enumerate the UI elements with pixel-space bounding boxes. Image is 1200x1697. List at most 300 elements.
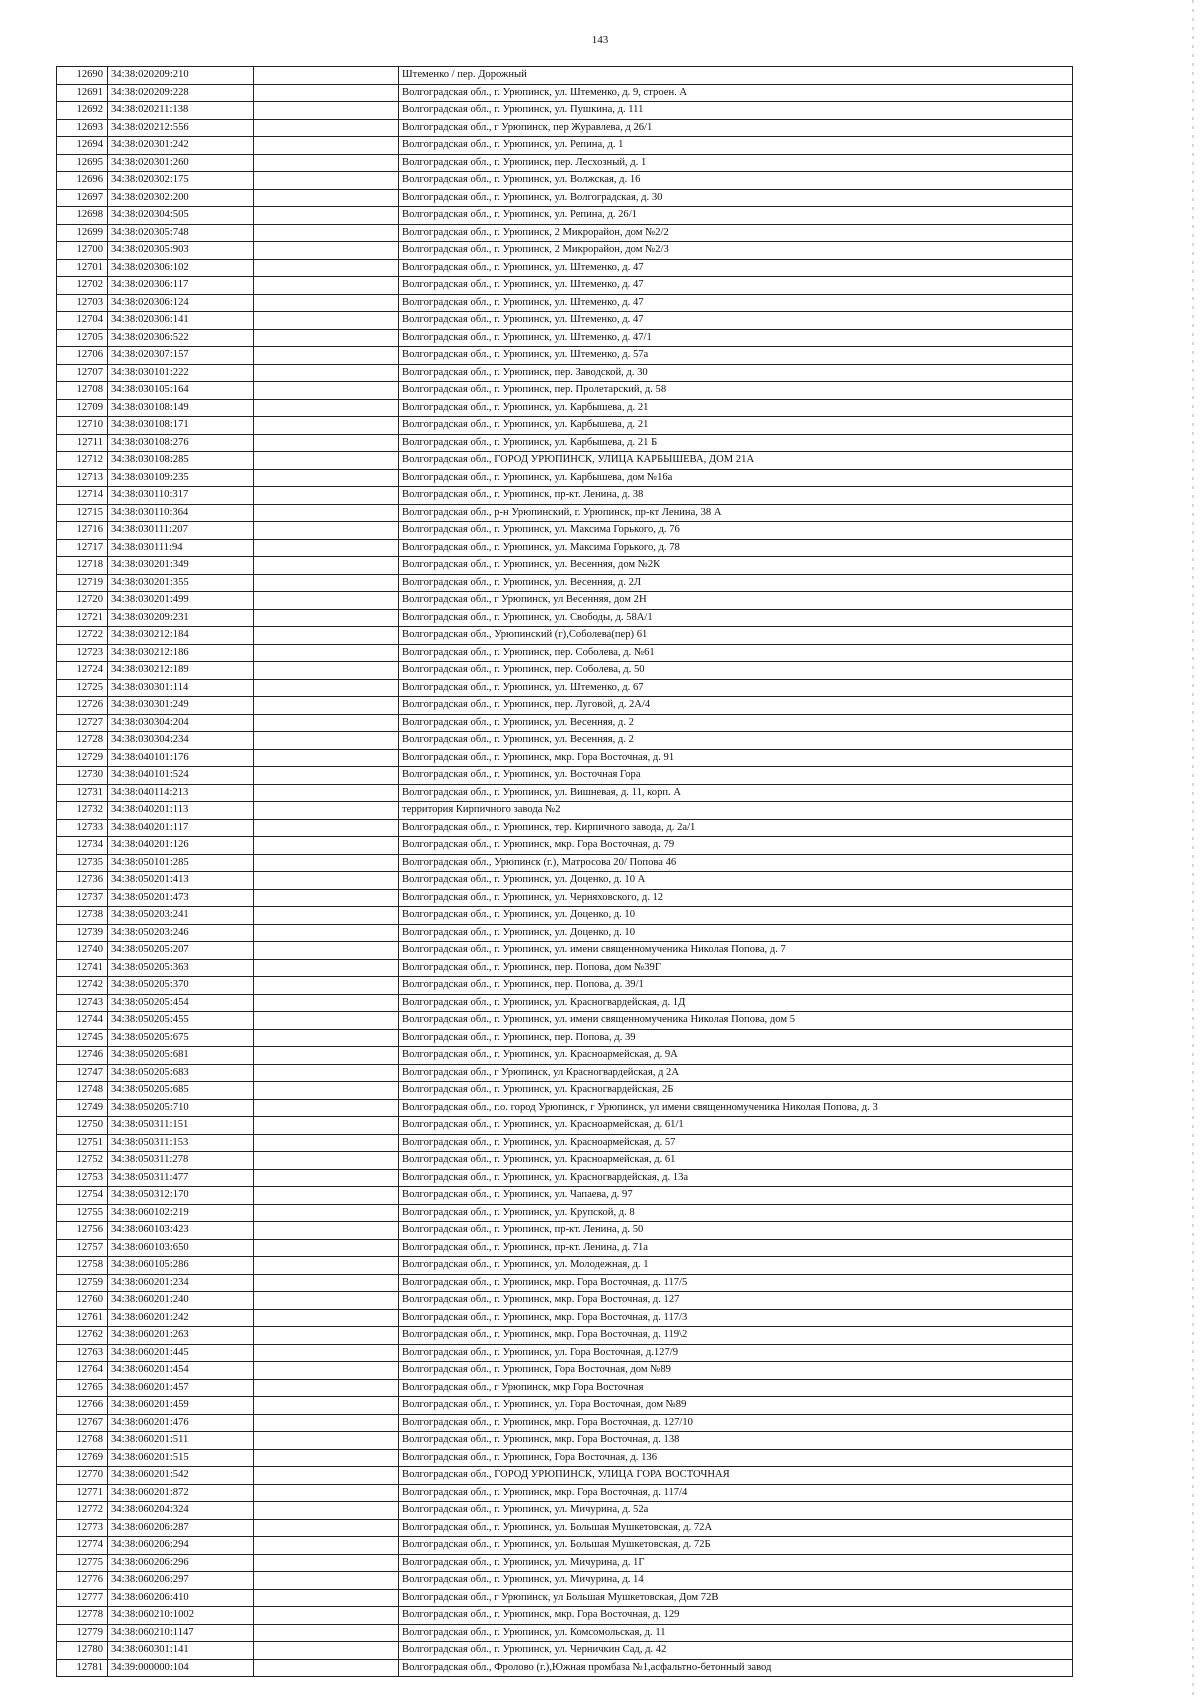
cadastral-number-cell: 34:38:060102:219 (108, 1204, 254, 1222)
table-row (57, 714, 1073, 732)
row-number-cell: 12716 (57, 522, 108, 540)
address-cell: Волгоградская обл., Урюпинск (г.), Матросова 20/ Попова 46 (399, 854, 1073, 872)
row-number-cell: 12761 (57, 1309, 108, 1327)
empty-cell (254, 469, 399, 487)
cadastral-number-cell: 34:38:060201:445 (108, 1344, 254, 1362)
table-row (57, 1537, 1073, 1555)
empty-cell (254, 889, 399, 907)
row-number-cell: 12735 (57, 854, 108, 872)
row-number-cell: 12773 (57, 1519, 108, 1537)
page-number: 143 (591, 34, 609, 46)
address-cell: Волгоградская обл., г. Урюпинск, ул. Доценко, д. 10 А (399, 872, 1073, 890)
empty-cell (254, 1484, 399, 1502)
row-number-cell: 12732 (57, 802, 108, 820)
cadastral-number-cell: 34:38:030304:204 (108, 714, 254, 732)
cadastral-number-cell: 34:38:030201:355 (108, 574, 254, 592)
empty-cell (254, 679, 399, 697)
address-cell: Волгоградская обл., г. Урюпинск, тер. Кирпичного завода, д. 2а/1 (399, 819, 1073, 837)
empty-cell (254, 1047, 399, 1065)
address-cell: Волгоградская обл., г. Урюпинск, ул. Комсомольская, д. 11 (399, 1624, 1073, 1642)
row-number-cell: 12725 (57, 679, 108, 697)
table-row (57, 1239, 1073, 1257)
cadastral-number-cell: 34:38:050205:675 (108, 1029, 254, 1047)
cadastral-number-cell: 34:38:060210:1002 (108, 1607, 254, 1625)
table-row (57, 67, 1073, 85)
table-row (57, 627, 1073, 645)
empty-cell (254, 1117, 399, 1135)
address-cell: Волгоградская обл., г. Урюпинск, ул. Весенняя, дом №2К (399, 557, 1073, 575)
empty-cell (254, 1064, 399, 1082)
table-row (57, 1502, 1073, 1520)
empty-cell (254, 1292, 399, 1310)
row-number-cell: 12751 (57, 1134, 108, 1152)
row-number-cell: 12779 (57, 1624, 108, 1642)
row-number-cell: 12736 (57, 872, 108, 890)
table-row (57, 784, 1073, 802)
empty-cell (254, 539, 399, 557)
cadastral-number-cell: 34:38:020306:102 (108, 259, 254, 277)
address-cell: Волгоградская обл., г. Урюпинск, ул. Волгоградская, д. 30 (399, 189, 1073, 207)
address-cell: Волгоградская обл., г. Урюпинск, пер. Попова, д. 39 (399, 1029, 1073, 1047)
table-row (57, 907, 1073, 925)
address-cell: Волгоградская обл., г. Урюпинск, ул. Доценко, д. 10 (399, 907, 1073, 925)
address-cell: Волгоградская обл., Урюпинский (г),Соболева(пер) 61 (399, 627, 1073, 645)
empty-cell (254, 1082, 399, 1100)
empty-cell (254, 644, 399, 662)
cadastral-number-cell: 34:38:050205:454 (108, 994, 254, 1012)
address-cell: Волгоградская обл., г. Урюпинск, ул. Большая Мушкетовская, д. 72А (399, 1519, 1073, 1537)
row-number-cell: 12742 (57, 977, 108, 995)
table-row (57, 259, 1073, 277)
address-cell: Волгоградская обл., г. Урюпинск, ул. Мичурина, д. 52а (399, 1502, 1073, 1520)
row-number-cell: 12738 (57, 907, 108, 925)
cadastral-number-cell: 34:38:020306:117 (108, 277, 254, 295)
address-cell: Волгоградская обл., г Урюпинск, пер Журавлева, д 26/1 (399, 119, 1073, 137)
row-number-cell: 12711 (57, 434, 108, 452)
empty-cell (254, 1449, 399, 1467)
table-row (57, 347, 1073, 365)
table-row (57, 189, 1073, 207)
empty-cell (254, 977, 399, 995)
cadastral-number-cell: 34:38:060103:650 (108, 1239, 254, 1257)
cadastral-number-cell: 34:38:030101:222 (108, 364, 254, 382)
table-row (57, 242, 1073, 260)
table-row (57, 924, 1073, 942)
cadastral-number-cell: 34:38:050311:278 (108, 1152, 254, 1170)
empty-cell (254, 329, 399, 347)
empty-cell (254, 417, 399, 435)
row-number-cell: 12758 (57, 1257, 108, 1275)
address-cell: Волгоградская обл., г. Урюпинск, ул. Вишневая, д. 11, корп. А (399, 784, 1073, 802)
table-row (57, 1029, 1073, 1047)
address-cell: Волгоградская обл., г. Урюпинск, ул. Весенняя, д. 2 (399, 714, 1073, 732)
empty-cell (254, 1239, 399, 1257)
address-cell: Волгоградская обл., г. Урюпинск, мкр. Гора Восточная, д. 117/5 (399, 1274, 1073, 1292)
address-cell: Волгоградская обл., г. Урюпинск, пр-кт. Ленина, д. 71а (399, 1239, 1073, 1257)
table-row (57, 539, 1073, 557)
empty-cell (254, 224, 399, 242)
empty-cell (254, 557, 399, 575)
cadastral-number-cell: 34:38:060301:141 (108, 1642, 254, 1660)
address-cell: Волгоградская обл., г. Урюпинск, ул. Восточная Гора (399, 767, 1073, 785)
cadastral-number-cell: 34:38:020307:157 (108, 347, 254, 365)
empty-cell (254, 1432, 399, 1450)
table-row (57, 1309, 1073, 1327)
address-cell: Волгоградская обл., г. Урюпинск, мкр. Гора Восточная, д. 117/3 (399, 1309, 1073, 1327)
table-row (57, 1379, 1073, 1397)
empty-cell (254, 1379, 399, 1397)
address-cell: Волгоградская обл., г. Урюпинск, ул. Красноармейская, д. 9А (399, 1047, 1073, 1065)
cadastral-number-cell: 34:38:060206:297 (108, 1572, 254, 1590)
cadastral-number-cell: 34:38:030108:171 (108, 417, 254, 435)
cadastral-number-cell: 34:38:020306:522 (108, 329, 254, 347)
row-number-cell: 12775 (57, 1554, 108, 1572)
table-row (57, 1449, 1073, 1467)
cadastral-number-cell: 34:38:020305:903 (108, 242, 254, 260)
table-row (57, 277, 1073, 295)
address-cell: Волгоградская обл., г. Урюпинск, ул. Штеменко, д. 47 (399, 259, 1073, 277)
cadastral-number-cell: 34:38:030304:234 (108, 732, 254, 750)
row-number-cell: 12723 (57, 644, 108, 662)
row-number-cell: 12739 (57, 924, 108, 942)
table-row (57, 1257, 1073, 1275)
address-cell: Волгоградская обл., г. Урюпинск, ул. Волжская, д. 16 (399, 172, 1073, 190)
address-cell: Волгоградская обл., г. Урюпинск, мкр. Гора Восточная, д. 91 (399, 749, 1073, 767)
row-number-cell: 12726 (57, 697, 108, 715)
address-cell: Волгоградская обл., г Урюпинск, ул Красногвардейская, д 2А (399, 1064, 1073, 1082)
row-number-cell: 12690 (57, 67, 108, 85)
row-number-cell: 12767 (57, 1414, 108, 1432)
table-row (57, 942, 1073, 960)
table-row (57, 679, 1073, 697)
cadastral-number-cell: 34:38:040114:213 (108, 784, 254, 802)
empty-cell (254, 154, 399, 172)
row-number-cell: 12700 (57, 242, 108, 260)
cadastral-number-cell: 34:38:020211:138 (108, 102, 254, 120)
empty-cell (254, 767, 399, 785)
address-cell: Волгоградская обл., г. Урюпинск, ул. Крупской, д. 8 (399, 1204, 1073, 1222)
cadastral-number-cell: 34:38:060201:511 (108, 1432, 254, 1450)
empty-cell (254, 784, 399, 802)
table-row (57, 137, 1073, 155)
cadastral-number-cell: 34:38:050311:477 (108, 1169, 254, 1187)
cadastral-number-cell: 34:38:050205:683 (108, 1064, 254, 1082)
row-number-cell: 12721 (57, 609, 108, 627)
empty-cell (254, 924, 399, 942)
empty-cell (254, 1537, 399, 1555)
table-row (57, 1467, 1073, 1485)
table-row (57, 329, 1073, 347)
address-cell: Волгоградская обл., г. Урюпинск, пер. Заводской, д. 30 (399, 364, 1073, 382)
empty-cell (254, 172, 399, 190)
row-number-cell: 12731 (57, 784, 108, 802)
cadastral-number-cell: 34:38:050203:241 (108, 907, 254, 925)
table-row (57, 1204, 1073, 1222)
empty-cell (254, 1554, 399, 1572)
empty-cell (254, 942, 399, 960)
row-number-cell: 12762 (57, 1327, 108, 1345)
empty-cell (254, 1257, 399, 1275)
row-number-cell: 12765 (57, 1379, 108, 1397)
table-row (57, 1554, 1073, 1572)
table-row (57, 1099, 1073, 1117)
table-row (57, 154, 1073, 172)
row-number-cell: 12759 (57, 1274, 108, 1292)
row-number-cell: 12741 (57, 959, 108, 977)
empty-cell (254, 1624, 399, 1642)
table-row (57, 364, 1073, 382)
cadastral-number-cell: 34:38:020209:210 (108, 67, 254, 85)
empty-cell (254, 1589, 399, 1607)
address-cell: Волгоградская обл., г. Урюпинск, пер. Лесхозный, д. 1 (399, 154, 1073, 172)
register-table (56, 66, 1073, 1677)
cadastral-number-cell: 34:38:060210:1147 (108, 1624, 254, 1642)
table-row (57, 417, 1073, 435)
row-number-cell: 12771 (57, 1484, 108, 1502)
address-cell: Волгоградская обл., г. Урюпинск, 2 Микрорайон, дом №2/3 (399, 242, 1073, 260)
empty-cell (254, 207, 399, 225)
table-row (57, 574, 1073, 592)
row-number-cell: 12749 (57, 1099, 108, 1117)
row-number-cell: 12757 (57, 1239, 108, 1257)
row-number-cell: 12733 (57, 819, 108, 837)
cadastral-number-cell: 34:38:030110:317 (108, 487, 254, 505)
address-cell: Волгоградская обл., г. Урюпинск, пр-кт. Ленина, д. 38 (399, 487, 1073, 505)
cadastral-number-cell: 34:38:040201:117 (108, 819, 254, 837)
cadastral-number-cell: 34:38:030108:149 (108, 399, 254, 417)
cadastral-number-cell: 34:38:020305:748 (108, 224, 254, 242)
address-cell: Волгоградская обл., г.о. город Урюпинск, г Урюпинск, ул имени священномученика Николая Попова, д. 3 (399, 1099, 1073, 1117)
cadastral-number-cell: 34:38:060201:542 (108, 1467, 254, 1485)
row-number-cell: 12769 (57, 1449, 108, 1467)
table-row (57, 592, 1073, 610)
cadastral-number-cell: 34:38:040201:126 (108, 837, 254, 855)
row-number-cell: 12696 (57, 172, 108, 190)
cadastral-number-cell: 34:38:060204:324 (108, 1502, 254, 1520)
table-row (57, 207, 1073, 225)
cadastral-number-cell: 34:38:030301:249 (108, 697, 254, 715)
cadastral-number-cell: 34:39:000000:104 (108, 1659, 254, 1677)
empty-cell (254, 1642, 399, 1660)
empty-cell (254, 1572, 399, 1590)
row-number-cell: 12719 (57, 574, 108, 592)
table-row (57, 1659, 1073, 1677)
address-cell: Волгоградская обл., ГОРОД УРЮПИНСК, УЛИЦА ГОРА ВОСТОЧНАЯ (399, 1467, 1073, 1485)
table-row (57, 1607, 1073, 1625)
address-cell: Штеменко / пер. Дорожный (399, 67, 1073, 85)
cadastral-number-cell: 34:38:060201:872 (108, 1484, 254, 1502)
cadastral-number-cell: 34:38:020212:556 (108, 119, 254, 137)
address-cell: Волгоградская обл., г. Урюпинск, ул. Максима Горького, д. 78 (399, 539, 1073, 557)
cadastral-number-cell: 34:38:030108:285 (108, 452, 254, 470)
empty-cell (254, 1012, 399, 1030)
address-cell: Волгоградская обл., г. Урюпинск, мкр. Гора Восточная, д. 127/10 (399, 1414, 1073, 1432)
table-row (57, 1012, 1073, 1030)
cadastral-number-cell: 34:38:020302:200 (108, 189, 254, 207)
table-row (57, 802, 1073, 820)
table-row (57, 1327, 1073, 1345)
address-cell: Волгоградская обл., г. Урюпинск, ул. Свободы, д. 58А/1 (399, 609, 1073, 627)
row-number-cell: 12702 (57, 277, 108, 295)
address-cell: Волгоградская обл., г. Урюпинск, ул. имени священномученика Николая Попова, д. 7 (399, 942, 1073, 960)
row-number-cell: 12744 (57, 1012, 108, 1030)
cadastral-number-cell: 34:38:060201:234 (108, 1274, 254, 1292)
cadastral-number-cell: 34:38:030111:94 (108, 539, 254, 557)
empty-cell (254, 1204, 399, 1222)
empty-cell (254, 802, 399, 820)
address-cell: Волгоградская обл., г. Урюпинск, ул. Весенняя, д. 2Л (399, 574, 1073, 592)
cadastral-number-cell: 34:38:050201:413 (108, 872, 254, 890)
cadastral-number-cell: 34:38:030212:184 (108, 627, 254, 645)
empty-cell (254, 382, 399, 400)
cadastral-number-cell: 34:38:030209:231 (108, 609, 254, 627)
empty-cell (254, 1309, 399, 1327)
row-number-cell: 12715 (57, 504, 108, 522)
table-row (57, 1624, 1073, 1642)
empty-cell (254, 1362, 399, 1380)
table-row (57, 1344, 1073, 1362)
row-number-cell: 12691 (57, 84, 108, 102)
empty-cell (254, 242, 399, 260)
row-number-cell: 12750 (57, 1117, 108, 1135)
cadastral-number-cell: 34:38:060201:476 (108, 1414, 254, 1432)
row-number-cell: 12720 (57, 592, 108, 610)
empty-cell (254, 347, 399, 365)
row-number-cell: 12730 (57, 767, 108, 785)
table-row (57, 294, 1073, 312)
cadastral-number-cell: 34:38:020306:124 (108, 294, 254, 312)
row-number-cell: 12728 (57, 732, 108, 750)
cadastral-number-cell: 34:38:030212:186 (108, 644, 254, 662)
empty-cell (254, 1134, 399, 1152)
row-number-cell: 12705 (57, 329, 108, 347)
row-number-cell: 12710 (57, 417, 108, 435)
cadastral-number-cell: 34:38:040101:524 (108, 767, 254, 785)
address-cell: Волгоградская обл., г. Урюпинск, ул. Штеменко, д. 47 (399, 312, 1073, 330)
table-row (57, 1432, 1073, 1450)
table-row (57, 732, 1073, 750)
row-number-cell: 12781 (57, 1659, 108, 1677)
table-row (57, 644, 1073, 662)
row-number-cell: 12708 (57, 382, 108, 400)
empty-cell (254, 872, 399, 890)
table-row (57, 119, 1073, 137)
cadastral-number-cell: 34:38:040201:113 (108, 802, 254, 820)
cadastral-number-cell: 34:38:050205:455 (108, 1012, 254, 1030)
empty-cell (254, 294, 399, 312)
empty-cell (254, 504, 399, 522)
address-cell: Волгоградская обл., г. Урюпинск, мкр. Гора Восточная, д. 138 (399, 1432, 1073, 1450)
table-row (57, 102, 1073, 120)
row-number-cell: 12701 (57, 259, 108, 277)
row-number-cell: 12780 (57, 1642, 108, 1660)
table-row (57, 1134, 1073, 1152)
cadastral-number-cell: 34:38:060201:240 (108, 1292, 254, 1310)
cadastral-number-cell: 34:38:020304:505 (108, 207, 254, 225)
row-number-cell: 12703 (57, 294, 108, 312)
address-cell: Волгоградская обл., г. Урюпинск, ул. Красногвардейская, д. 13а (399, 1169, 1073, 1187)
table-row (57, 487, 1073, 505)
empty-cell (254, 364, 399, 382)
address-cell: Волгоградская обл., г. Урюпинск, ул. Штеменко, д. 47 (399, 294, 1073, 312)
table-row (57, 872, 1073, 890)
row-number-cell: 12770 (57, 1467, 108, 1485)
row-number-cell: 12692 (57, 102, 108, 120)
address-cell: Волгоградская обл., г. Урюпинск, пер. Соболева, д. 50 (399, 662, 1073, 680)
cadastral-number-cell: 34:38:050205:363 (108, 959, 254, 977)
address-cell: Волгоградская обл., г. Урюпинск, пер. Луговой, д. 2А/4 (399, 697, 1073, 715)
address-cell: Волгоградская обл., г. Урюпинск, ул. Большая Мушкетовская, д. 72Б (399, 1537, 1073, 1555)
empty-cell (254, 662, 399, 680)
empty-cell (254, 714, 399, 732)
empty-cell (254, 277, 399, 295)
row-number-cell: 12778 (57, 1607, 108, 1625)
cadastral-number-cell: 34:38:050312:170 (108, 1187, 254, 1205)
address-cell: Волгоградская обл., г. Урюпинск, ул. Штеменко, д. 67 (399, 679, 1073, 697)
empty-cell (254, 1659, 399, 1677)
cadastral-number-cell: 34:38:020306:141 (108, 312, 254, 330)
empty-cell (254, 749, 399, 767)
row-number-cell: 12748 (57, 1082, 108, 1100)
address-cell: Волгоградская обл., г. Урюпинск, ул. Штеменко, д. 47 (399, 277, 1073, 295)
address-cell: Волгоградская обл., г. Урюпинск, ул. Весенняя, д. 2 (399, 732, 1073, 750)
address-cell: Волгоградская обл., г. Урюпинск, ул. Черничкин Сад, д. 42 (399, 1642, 1073, 1660)
empty-cell (254, 1467, 399, 1485)
empty-cell (254, 522, 399, 540)
cadastral-number-cell: 34:38:030212:189 (108, 662, 254, 680)
empty-cell (254, 907, 399, 925)
empty-cell (254, 119, 399, 137)
address-cell: Волгоградская обл., г. Урюпинск, ул. Красноармейская, д. 61 (399, 1152, 1073, 1170)
cadastral-number-cell: 34:38:050205:207 (108, 942, 254, 960)
empty-cell (254, 1274, 399, 1292)
cadastral-number-cell: 34:38:050205:710 (108, 1099, 254, 1117)
empty-cell (254, 452, 399, 470)
table-row (57, 469, 1073, 487)
address-cell: Волгоградская обл., г. Урюпинск, ул. Красногвардейская, 2Б (399, 1082, 1073, 1100)
empty-cell (254, 1502, 399, 1520)
cadastral-number-cell: 34:38:030108:276 (108, 434, 254, 452)
row-number-cell: 12713 (57, 469, 108, 487)
row-number-cell: 12774 (57, 1537, 108, 1555)
table-row (57, 452, 1073, 470)
table-row (57, 522, 1073, 540)
address-cell: Волгоградская обл., г. Урюпинск, мкр. Гора Восточная, д. 79 (399, 837, 1073, 855)
table-row (57, 1064, 1073, 1082)
row-number-cell: 12709 (57, 399, 108, 417)
address-cell: Волгоградская обл., г. Урюпинск, мкр. Гора Восточная, д. 117/4 (399, 1484, 1073, 1502)
empty-cell (254, 1607, 399, 1625)
cadastral-number-cell: 34:38:020302:175 (108, 172, 254, 190)
table-row (57, 1117, 1073, 1135)
row-number-cell: 12772 (57, 1502, 108, 1520)
cadastral-number-cell: 34:38:030201:499 (108, 592, 254, 610)
table-row (57, 1152, 1073, 1170)
row-number-cell: 12718 (57, 557, 108, 575)
row-number-cell: 12717 (57, 539, 108, 557)
table-row (57, 1397, 1073, 1415)
empty-cell (254, 189, 399, 207)
empty-cell (254, 1099, 399, 1117)
row-number-cell: 12776 (57, 1572, 108, 1590)
address-cell: Волгоградская обл., г. Урюпинск, пр-кт. Ленина, д. 50 (399, 1222, 1073, 1240)
row-number-cell: 12698 (57, 207, 108, 225)
row-number-cell: 12753 (57, 1169, 108, 1187)
table-row (57, 819, 1073, 837)
empty-cell (254, 1397, 399, 1415)
cadastral-number-cell: 34:38:030110:364 (108, 504, 254, 522)
row-number-cell: 12712 (57, 452, 108, 470)
